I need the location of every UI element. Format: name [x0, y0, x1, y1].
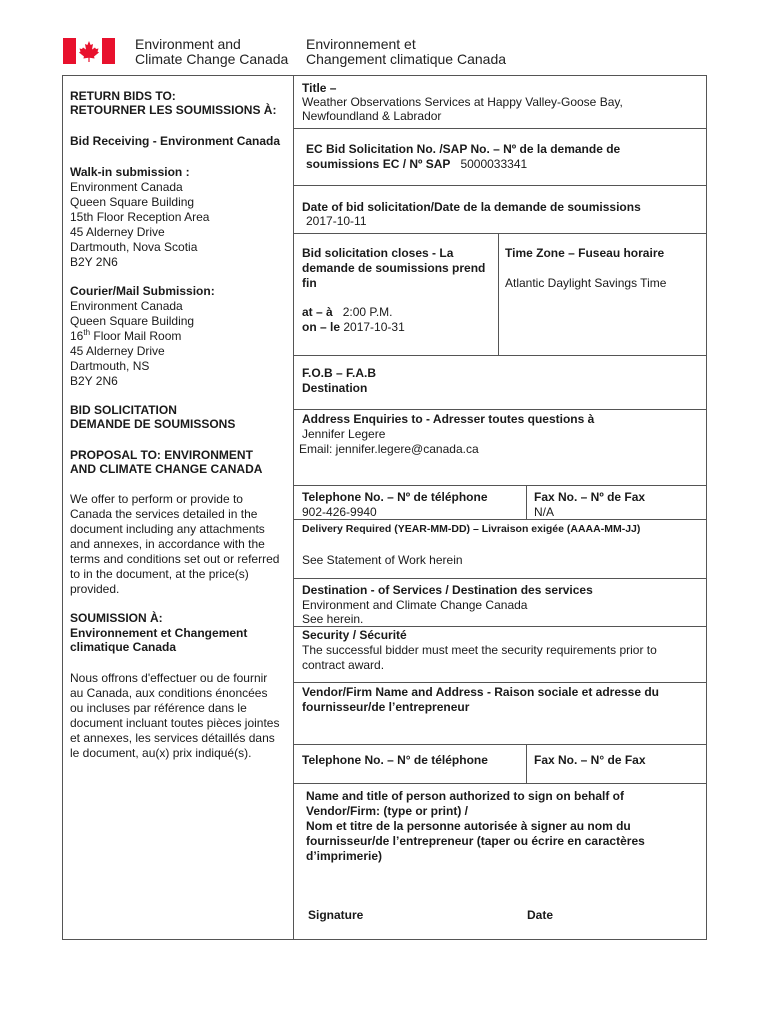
time-zone-label: Time Zone – Fuseau horaire [505, 246, 665, 260]
solicitation-number-line2 [306, 157, 527, 172]
fax-value: N/A [534, 505, 555, 519]
soumission-title: SOUMISSION À: [70, 611, 163, 625]
walkin-line: Environment Canada [70, 180, 183, 194]
offer-line: document including any attachments [70, 522, 265, 536]
delivery-required-value: See Statement of Work herein [302, 553, 463, 567]
courier-line-floor: 16th Floor Mail Room [70, 328, 182, 343]
title-line1: Weather Observations Services at Happy Valley-Goose Bay, [302, 95, 623, 109]
canada-flag-logo [63, 38, 115, 64]
courier-title: Courier/Mail Submission: [70, 284, 215, 298]
offre-line: document incluant toutes pièces jointes [70, 716, 280, 730]
walkin-line: Queen Square Building [70, 195, 195, 209]
security-label: Security / Sécurité [302, 628, 407, 642]
offer-line: Canada the services detailed in the [70, 507, 258, 521]
department-en-line2: Climate Change Canada [135, 51, 289, 67]
telephone-label: Telephone No. – Nº de téléphone [302, 490, 488, 504]
offer-line: We offer to perform or provide to [70, 492, 243, 506]
vendor-telephone-label: Telephone No. – N° de téléphone [302, 753, 488, 767]
destination-line1: Environment and Climate Change Canada [302, 598, 528, 612]
courier-line: 45 Alderney Drive [70, 344, 165, 358]
security-line2: contract award. [302, 658, 385, 672]
offre-line: le document, au(x) prix indiqué(s). [70, 746, 252, 760]
fax-label: Fax No. – Nº de Fax [534, 490, 646, 504]
department-en-line1: Environment and [135, 36, 241, 52]
solicitation-number-label: EC Bid Solicitation No. /SAP No. – Nº de la demande de [306, 142, 621, 156]
offer-line: terms and conditions set out or referred [70, 552, 280, 566]
fob-destination: Destination [302, 381, 368, 395]
offre-line: ou incluses par référence dans le [70, 701, 247, 715]
department-fr-line2: Changement climatique Canada [306, 51, 507, 67]
courier-line: Environment Canada [70, 299, 183, 313]
solicitation-number-value: 5000033341 [460, 157, 528, 171]
proposal-to-line2: AND CLIMATE CHANGE CANADA [70, 462, 263, 476]
closing-date-value: 2017-10-31 [343, 320, 405, 334]
bid-receiving: Bid Receiving - Environment Canada [70, 134, 281, 148]
department-name-fr [306, 37, 506, 67]
closing-time-value: 2:00 P.M. [342, 305, 393, 319]
walkin-address [70, 180, 209, 270]
offre-line: au Canada, aux conditions énoncées [70, 686, 268, 700]
signature-date-label: Date [527, 908, 554, 922]
closes-line: fin [302, 276, 317, 290]
vendor-label-line2: fournisseur/de l’entrepreneur [302, 700, 470, 714]
enquiries-label: Address Enquiries to - Adresser toutes questions à [302, 412, 595, 426]
proposal-to-line1: PROPOSAL TO: ENVIRONMENT [70, 448, 253, 462]
at-label: at – à [302, 305, 333, 319]
offre-line: et annexes, les services détaillés dans [70, 731, 275, 745]
enquiries-email: Email: jennifer.legere@canada.ca [299, 442, 479, 456]
offre-line: Nous offrons d'effectuer ou de fournir [70, 671, 268, 685]
signature-label: Signature [308, 908, 364, 922]
on-label: on – le [302, 320, 341, 334]
authorized-line: Vendor/Firm: (type or print) / [306, 804, 469, 818]
solicitation-number-label2: soumissions EC / Nº SAP [306, 157, 451, 171]
closing-date [302, 320, 405, 335]
soumission-line3: climatique Canada [70, 640, 177, 654]
time-zone-value: Atlantic Daylight Savings Time [505, 276, 667, 290]
enquiries-name: Jennifer Legere [302, 427, 386, 441]
authorized-person-label [306, 789, 645, 864]
title-label: Title – [302, 81, 337, 95]
telephone-value: 902-426-9940 [302, 505, 377, 519]
delivery-required-label: Delivery Required (YEAR-MM-DD) – Livraison exigée (AAAA-MM-JJ) [302, 523, 641, 535]
destination-label: Destination - of Services / Destination des services [302, 583, 593, 597]
demande-heading: DEMANDE DE SOUMISSONS [70, 417, 236, 431]
title-line2: Newfoundland & Labrador [302, 109, 442, 123]
vendor-fax-label: Fax No. – N° de Fax [534, 753, 646, 767]
walkin-line: B2Y 2N6 [70, 255, 118, 269]
solicitation-date-label: Date of bid solicitation/Date de la demande de soumissions [302, 200, 641, 214]
courier-line: Queen Square Building [70, 314, 195, 328]
walkin-title: Walk-in submission : [70, 165, 190, 179]
vendor-label-line1: Vendor/Firm Name and Address - Raison sociale et adresse du [302, 685, 660, 699]
department-name-en [135, 37, 288, 67]
department-fr-line1: Environnement et [306, 36, 416, 52]
walkin-line: 15th Floor Reception Area [70, 210, 210, 224]
walkin-line: 45 Alderney Drive [70, 225, 165, 239]
offer-paragraph [70, 492, 279, 597]
authorized-line: Name and title of person authorized to sign on behalf of [306, 789, 625, 803]
closes-line: demande de soumissions prend [302, 261, 486, 275]
solicitation-date-value: 2017-10-11 [306, 214, 367, 228]
closing-time [302, 305, 393, 320]
courier-line: Dartmouth, NS [70, 359, 150, 373]
closes-line: Bid solicitation closes - La [302, 246, 454, 260]
offer-line: to in the document, at the price(s) [70, 567, 249, 581]
courier-address [70, 299, 194, 389]
closes-label [302, 246, 485, 291]
soumission-line2: Environnement et Changement [70, 626, 248, 640]
return-bids-fr: RETOURNER LES SOUMISSIONS À: [70, 103, 277, 117]
authorized-line: d’imprimerie) [306, 849, 383, 863]
bid-solicitation-heading: BID SOLICITATION [70, 403, 177, 417]
return-bids-en: RETURN BIDS TO: [70, 89, 176, 103]
security-line1: The successful bidder must meet the security requirements prior to [302, 643, 657, 657]
destination-line2: See herein. [302, 612, 364, 626]
authorized-line: Nom et titre de la personne autorisée à signer au nom du [306, 819, 631, 833]
courier-line: B2Y 2N6 [70, 374, 118, 388]
authorized-line: fournisseur/de l’entrepreneur (taper ou écrire en caractères [306, 834, 645, 848]
offer-line: and annexes, in accordance with the [70, 537, 265, 551]
fob-label: F.O.B – F.A.B [302, 366, 377, 380]
offre-paragraph [70, 671, 279, 761]
walkin-line: Dartmouth, Nova Scotia [70, 240, 198, 254]
offer-line: provided. [70, 582, 120, 596]
